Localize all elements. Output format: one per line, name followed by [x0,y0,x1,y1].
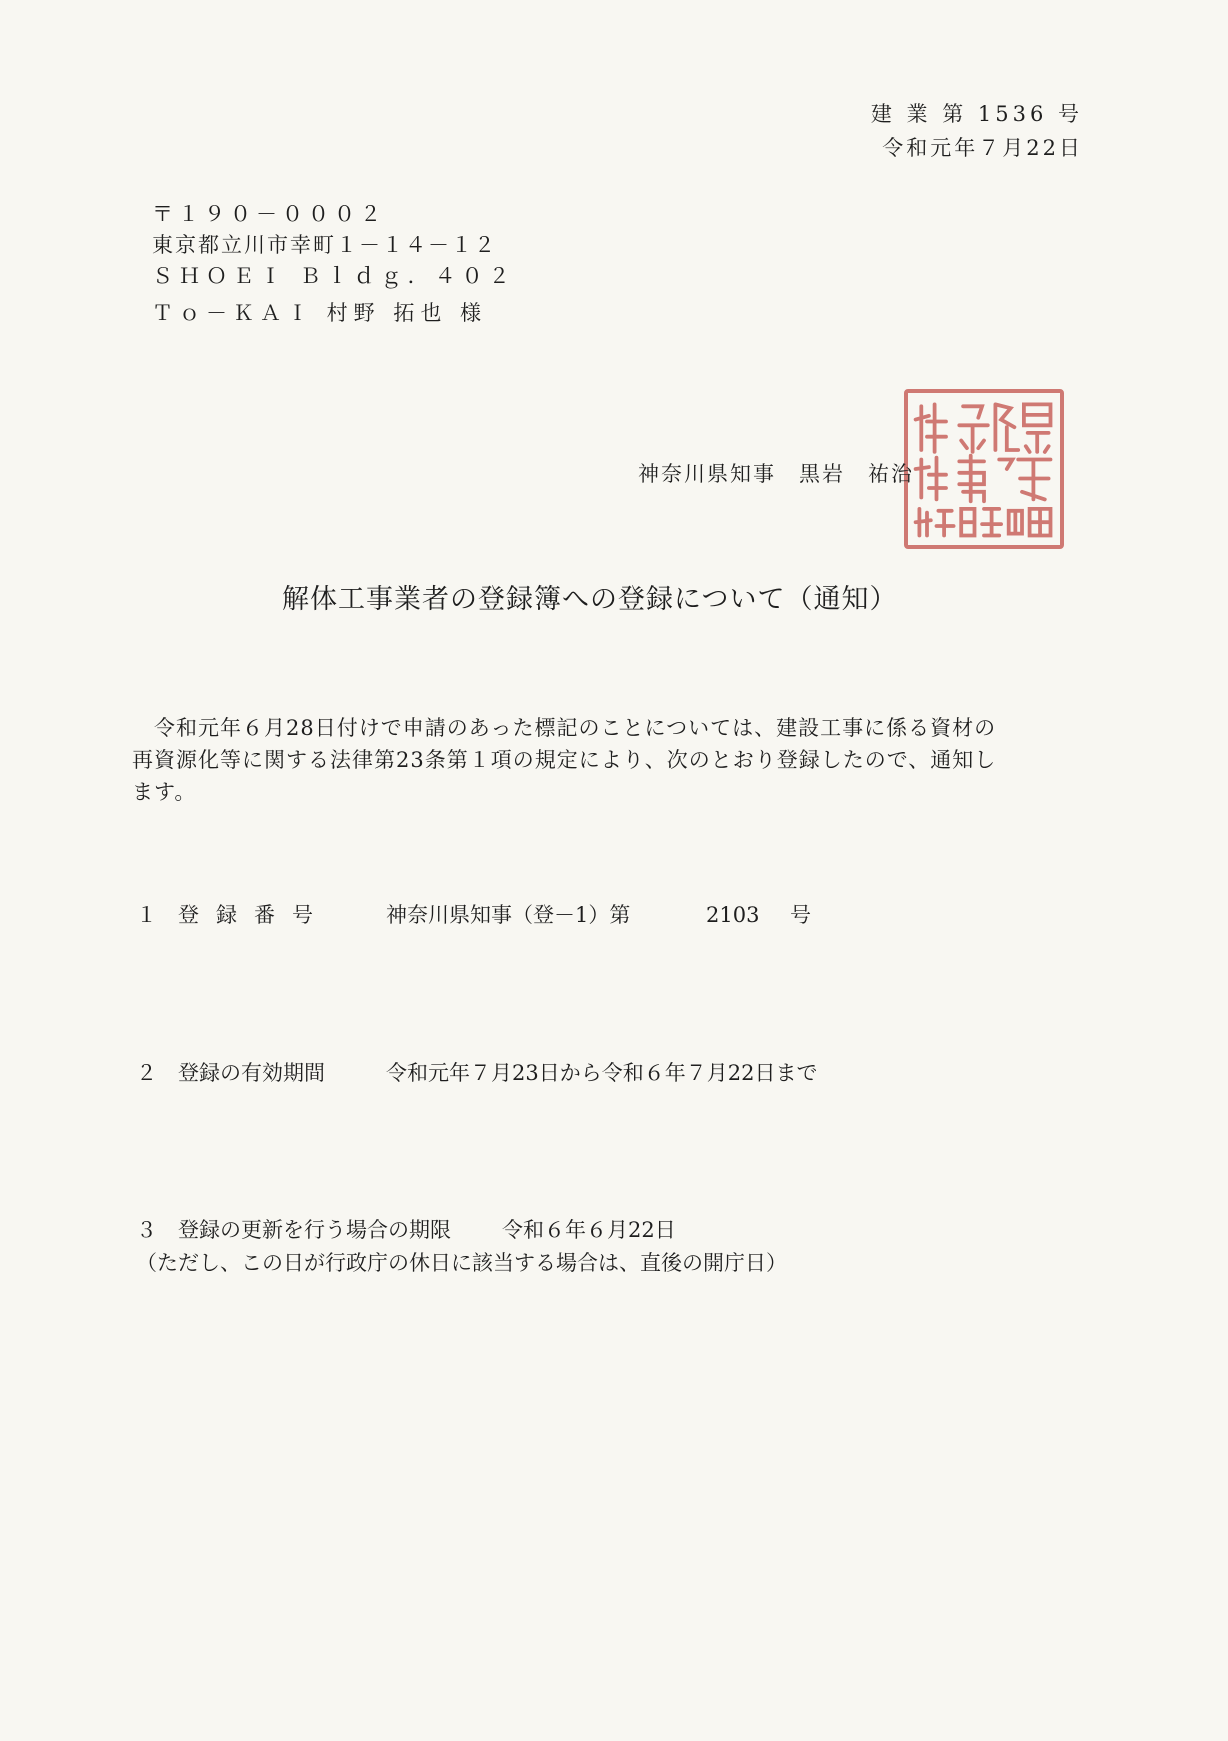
document-number: 建 業 第 1536 号 [870,102,1083,126]
item-3-note: （ただし、この日が行政庁の休日に該当する場合は、直後の開庁日） [136,1251,787,1275]
body-paragraph [132,712,1086,808]
recipient-postal-code: 〒１９０－０００２ [152,202,386,226]
official-seal-stamp [904,389,1064,549]
recipient-name: Ｔｏ－ＫＡＩ 村野 拓也 様 [152,301,488,325]
recipient-address-line1: 東京都立川市幸町１－１４－１２ [152,233,497,257]
body-line: 再資源化等に関する法律第23条第１項の規定により、次のとおり登録したので、通知し [132,748,997,772]
item-3-value: 令和６年６月22日 [502,1218,676,1242]
body-line: ます。 [132,780,197,804]
item-1-label: 登録番号 [178,903,330,927]
registration-number: 2103 [706,903,760,927]
registration-number-suffix: 号 [790,903,811,927]
document-date: 令和元年７月22日 [882,136,1083,160]
item-3-label: 登録の更新を行う場合の期限 [178,1218,451,1242]
item-3-number: ３ [136,1218,157,1242]
seal-glyphs-icon [908,393,1060,545]
recipient-address-line2: ＳＨＯＥＩ Ｂｌｄｇ．４０２ [152,264,516,288]
item-1-number: １ [136,903,157,927]
item-2-label: 登録の有効期間 [178,1061,325,1085]
body-line: 令和元年６月28日付けで申請のあった標記のことについては、建設工事に係る資材の [154,716,997,740]
item-1-value: 神奈川県知事（登－1）第 [386,903,631,927]
item-2-value: 令和元年７月23日から令和６年７月22日まで [386,1061,818,1085]
document-title: 解体工事業者の登録簿への登録について（通知） [282,584,898,615]
sender-name: 神奈川県知事 黒岩 祐治 [638,462,914,486]
item-2-number: ２ [136,1061,157,1085]
